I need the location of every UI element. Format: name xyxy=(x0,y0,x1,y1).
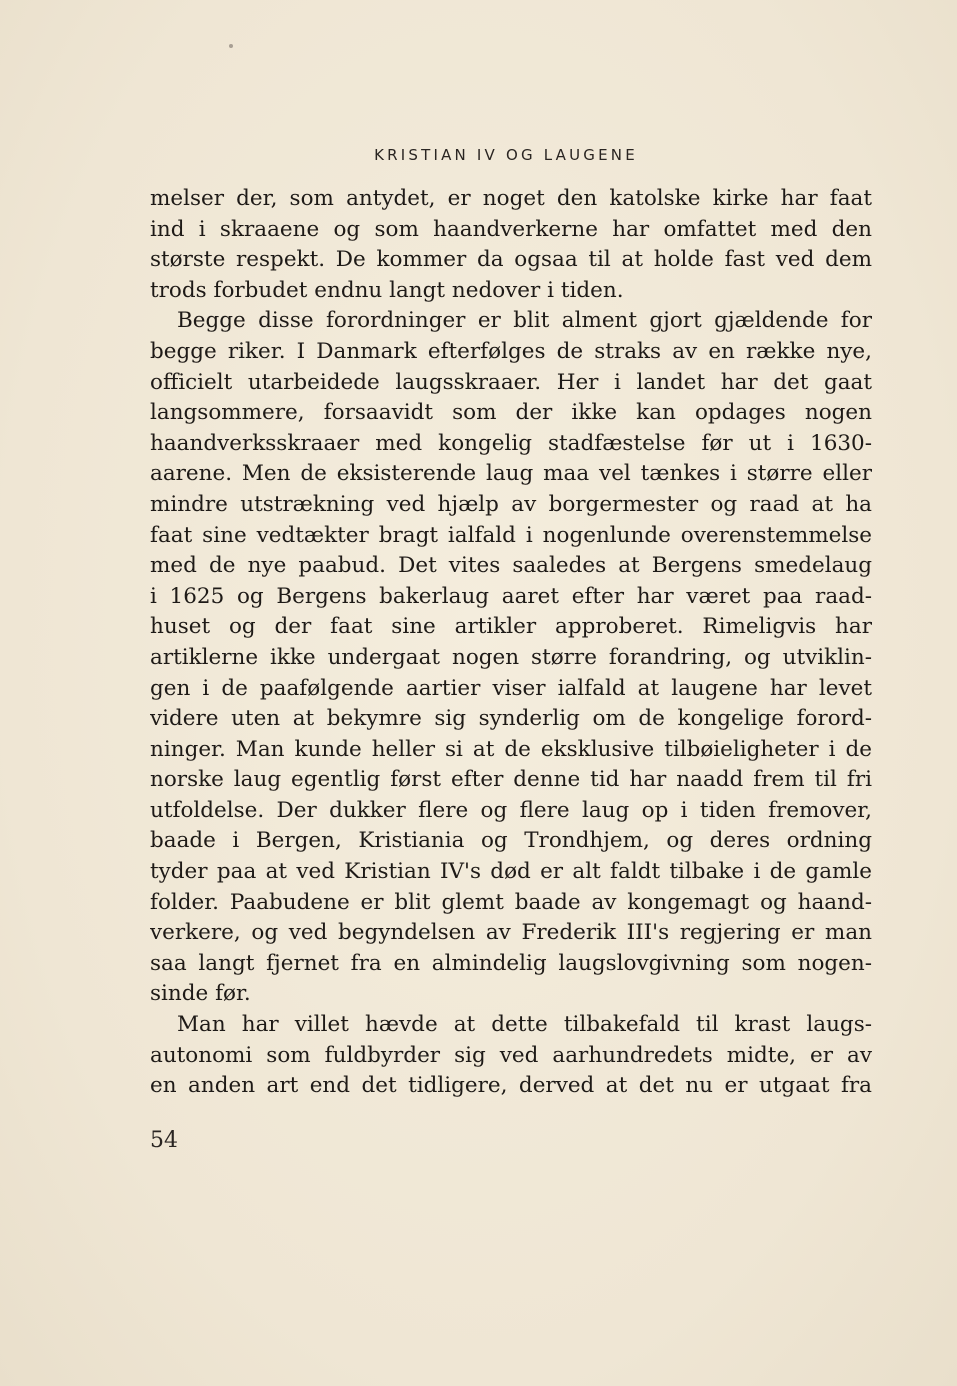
text-line: artiklerne ikke undergaat nogen større forandring, og utviklin- xyxy=(150,644,872,670)
text-line: langsommere, forsaavidt som der ikke kan opdages nogen xyxy=(150,400,872,426)
paper-speck xyxy=(229,44,233,48)
text-line: autonomi som fuldbyrder sig ved aarhundredets midte, er av xyxy=(150,1042,872,1068)
text-line: gen i de paafølgende aartier viser ialfald at laugene har levet xyxy=(150,675,872,701)
text-line: i 1625 og Bergens bakerlaug aaret efter har været paa raad- xyxy=(150,583,872,609)
text-line: tyder paa at ved Kristian IV's død er alt faldt tilbake i de gamle xyxy=(150,859,872,885)
text-line: utfoldelse. Der dukker flere og flere laug op i tiden fremover, xyxy=(150,797,872,823)
text-line: faat sine vedtækter bragt ialfald i nogenlunde overenstemmelse xyxy=(150,522,872,548)
text-line: baade i Bergen, Kristiania og Trondhjem, og deres ordning xyxy=(150,828,872,854)
text-line: melser der, som antydet, er noget den katolske kirke har faat xyxy=(150,186,872,211)
text-line: officielt utarbeidede laugsskraaer. Her i landet har det gaat xyxy=(150,369,872,395)
text-line: folder. Paabudene er blit glemt baade av kongemagt og haand- xyxy=(150,889,872,915)
text-line: saa langt fjernet fra en almindelig laugslovgivning som nogen- xyxy=(150,950,872,976)
running-head: KRISTIAN IV OG LAUGENE xyxy=(374,146,638,164)
text-line: haandverksskraaer med kongelig stadfæstelse før ut i 1630- xyxy=(150,430,872,456)
text-line: ind i skraaene og som haandverkerne har omfattet med den xyxy=(150,216,872,242)
body-text xyxy=(150,184,872,1102)
text-line: begge riker. I Danmark efterfølges de straks av en række nye, xyxy=(150,338,872,364)
text-line: Begge disse forordninger er blit alment gjort gjældende for xyxy=(177,308,872,334)
page-number: 54 xyxy=(150,1128,178,1153)
text-line: største respekt. De kommer da ogsaa til at holde fast ved dem xyxy=(150,247,872,273)
text-line: trods forbudet endnu langt nedover i tiden. xyxy=(150,277,624,303)
text-line: norske laug egentlig først efter denne tid har naadd frem til fri xyxy=(150,767,872,793)
text-line: videre uten at bekymre sig synderlig om de kongelige forord- xyxy=(150,706,872,732)
text-line: aarene. Men de eksisterende laug maa vel tænkes i større eller xyxy=(150,461,872,487)
text-line: en anden art end det tidligere, derved at det nu er utgaat fra xyxy=(150,1073,872,1099)
text-line: med de nye paabud. Det vites saaledes at Bergens smedelaug xyxy=(150,553,872,579)
text-line: ninger. Man kunde heller si at de eksklusive tilbøieligheter i de xyxy=(150,736,872,762)
text-line: sinde før. xyxy=(150,981,251,1007)
text-line: verkere, og ved begyndelsen av Frederik III's regjering er man xyxy=(150,920,872,946)
text-line: mindre utstrækning ved hjælp av borgermester og raad at ha xyxy=(150,491,872,517)
text-line: Man har villet hævde at dette tilbakefald til krast laugs- xyxy=(177,1012,872,1038)
text-line: huset og der faat sine artikler approberet. Rimeligvis har xyxy=(150,614,872,640)
